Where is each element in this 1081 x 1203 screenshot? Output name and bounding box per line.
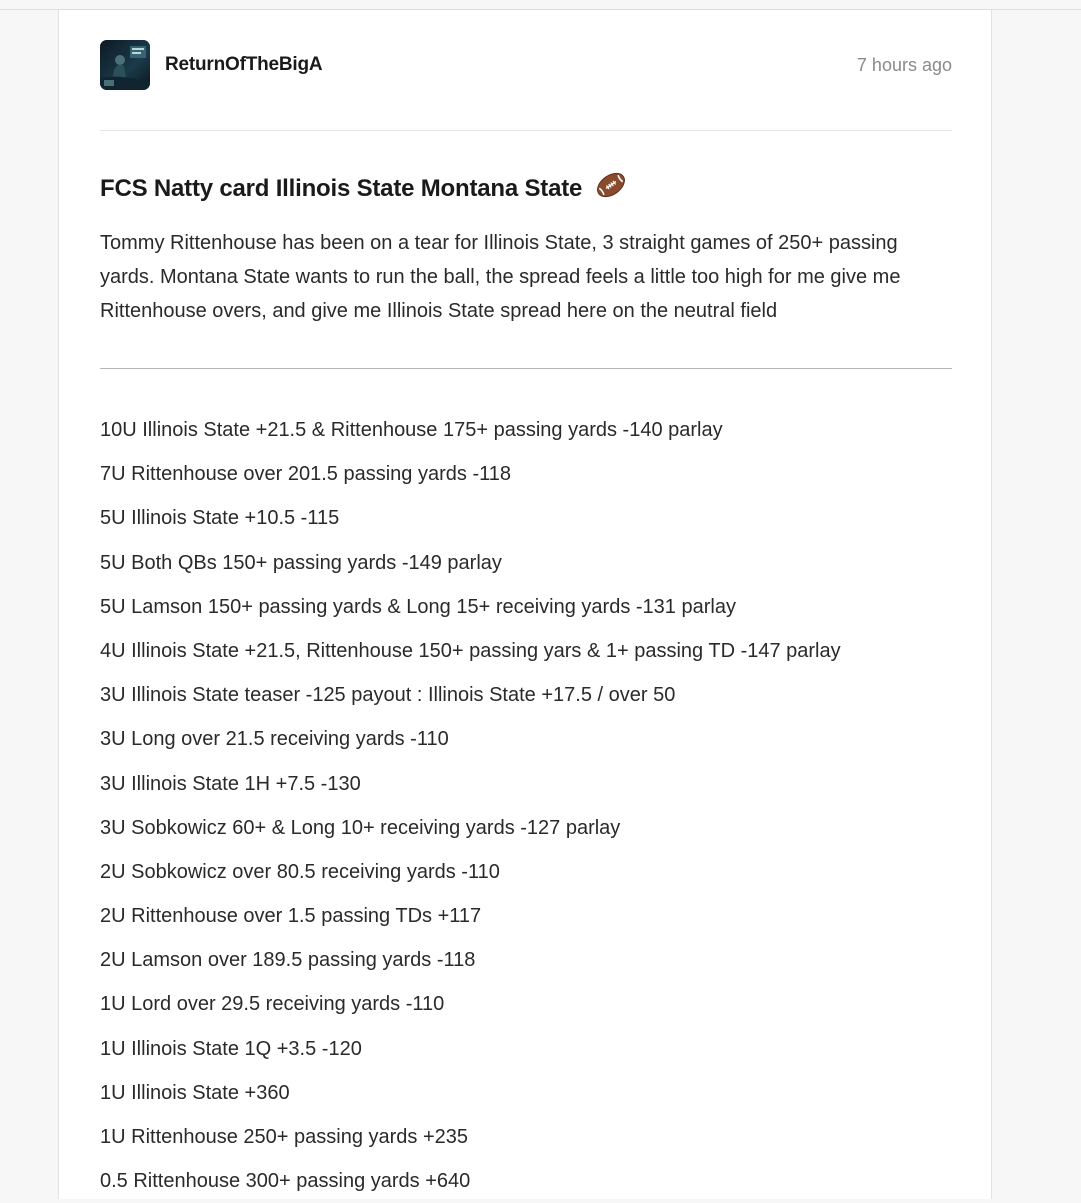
pick-item: 2U Sobkowicz over 80.5 receiving yards -110 xyxy=(100,860,500,883)
post-card xyxy=(58,10,992,1199)
pick-item: 1U Illinois State +360 xyxy=(100,1081,290,1104)
picks-list xyxy=(100,408,952,1203)
post-header xyxy=(100,40,952,90)
post-title-text: FCS Natty card Illinois State Montana State xyxy=(100,175,583,202)
post-timestamp: 7 hours ago xyxy=(856,55,952,75)
content-divider xyxy=(100,368,952,369)
pick-item: 3U Illinois State teaser -125 payout : Illinois State +17.5 / over 50 xyxy=(100,684,676,707)
header-divider xyxy=(100,130,952,131)
pick-item: 3U Illinois State 1H +7.5 -130 xyxy=(100,772,361,795)
user-avatar[interactable] xyxy=(100,40,150,90)
pick-item: 5U Lamson 150+ passing yards & Long 15+ receiving yards -131 parlay xyxy=(100,595,736,618)
pick-item: 1U Illinois State 1Q +3.5 -120 xyxy=(100,1037,362,1060)
pick-item: 0.5 Rittenhouse 300+ passing yards +640 xyxy=(100,1170,471,1193)
pick-item: 2U Rittenhouse over 1.5 passing TDs +117 xyxy=(100,905,482,928)
american-football-icon xyxy=(595,170,627,200)
pick-item: 2U Lamson over 189.5 passing yards -118 xyxy=(100,949,476,972)
pick-item: 5U Both QBs 150+ passing yards -149 parlay xyxy=(100,551,502,574)
pick-item: 4U Illinois State +21.5, Rittenhouse 150+ passing yars & 1+ passing TD -147 parlay xyxy=(100,639,841,662)
pick-item: 3U Sobkowicz 60+ & Long 10+ receiving yards -127 parlay xyxy=(100,816,621,839)
pick-item: 1U Rittenhouse 250+ passing yards +235 xyxy=(100,1126,469,1148)
username[interactable]: ReturnOfTheBigA xyxy=(165,54,323,75)
post-title xyxy=(100,170,952,203)
pick-item: 10U Illinois State +21.5 & Rittenhouse 175+ passing yards -140 parlay xyxy=(100,419,723,441)
avatar-image xyxy=(100,40,150,90)
pick-item: 7U Rittenhouse over 201.5 passing yards -118 xyxy=(100,463,511,486)
pick-item: 5U Illinois State +10.5 -115 xyxy=(100,507,340,530)
pick-item: 3U Long over 21.5 receiving yards -110 xyxy=(100,728,449,751)
pick-item: 1U Lord over 29.5 receiving yards -110 xyxy=(100,993,445,1016)
post-body: Tommy Rittenhouse has been on a tear for Illinois State, 3 straight games of 250+ passing yards. Montana State wants to run the ball, the spread feels a little too high for me give me Rittenhouse overs, and give me Illinois State spread here on the neutral field xyxy=(100,232,901,322)
